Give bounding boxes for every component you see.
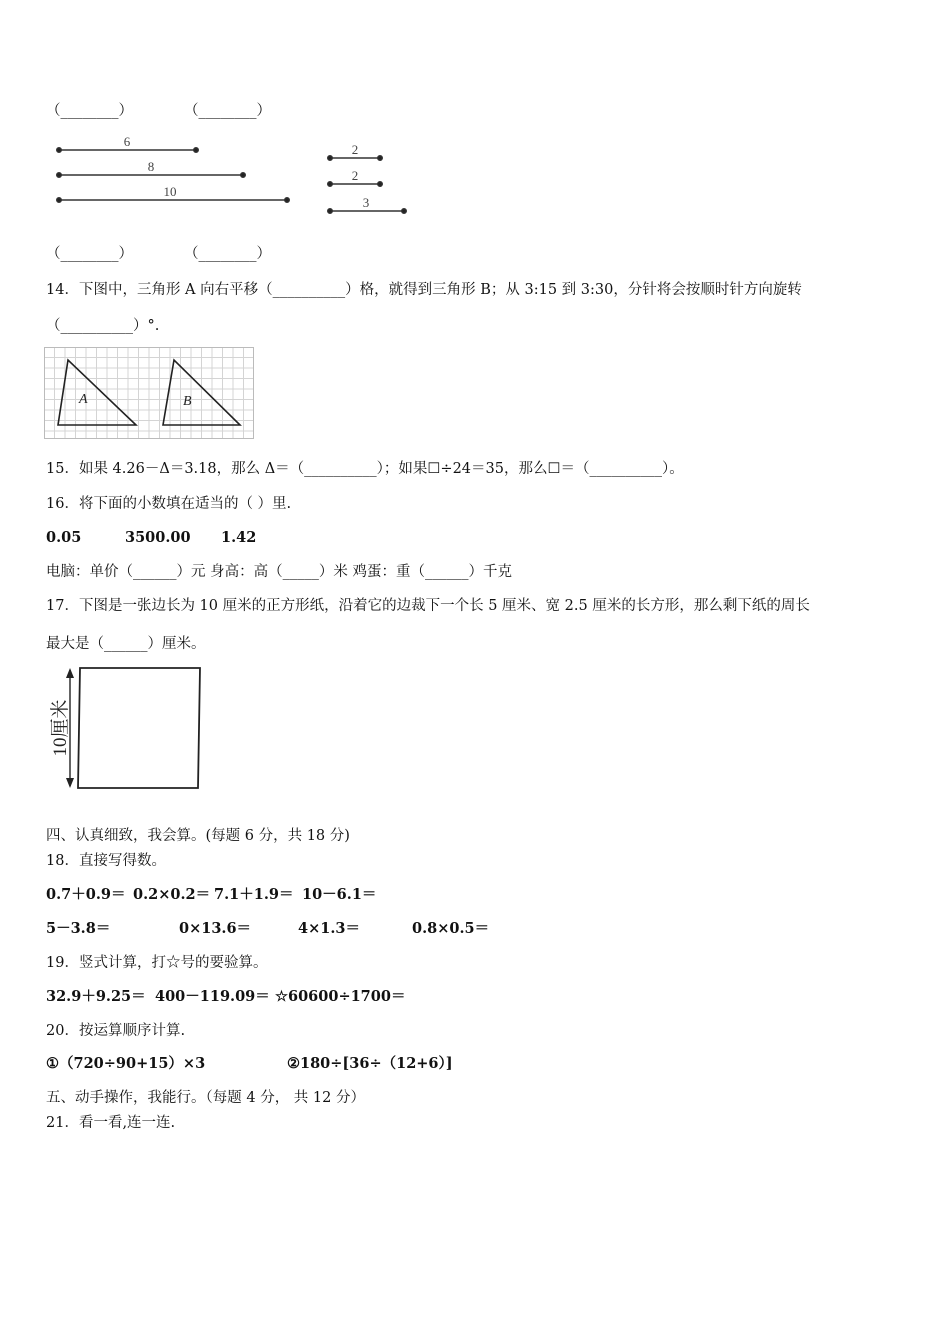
segment-label: 10 xyxy=(163,184,177,199)
calc-item: 10－6.1＝ xyxy=(302,886,377,903)
side-length-label: 10厘米 xyxy=(50,699,71,757)
answer-blank: （________） xyxy=(184,246,271,262)
calc-item: ②180÷[36÷（12+6）] xyxy=(287,1055,453,1072)
square-paper-figure xyxy=(40,662,210,792)
calc-item: 0.7＋0.9＝ xyxy=(46,886,126,903)
decimal-number: 1.42 xyxy=(221,529,257,546)
question-20: 20．按运算顺序计算. xyxy=(46,1023,186,1039)
triangle-grid-figure xyxy=(44,347,254,439)
fill-sentence: 电脑：单价（______）元 身高：高（_____）米 鸡蛋：重（______）千克 xyxy=(46,564,512,580)
section-heading: 五、动手操作，我能行。（每题 4 分， 共 12 分） xyxy=(46,1090,365,1106)
segment-label: 2 xyxy=(351,168,359,183)
segment-label: 3 xyxy=(362,195,370,210)
question-15: 15．如果 4.26－Δ＝3.18，那么 Δ＝（__________）；如果☐÷24＝35，那么☐＝（__________）。 xyxy=(46,461,684,477)
segments-figure xyxy=(0,0,950,260)
triangle-a-label: A xyxy=(79,392,88,407)
question-17: 17．下图是一张边长为 10 厘米的正方形纸，沿着它的边裁下一个长 5 厘米、宽 2.5 厘米的长方形，那么剩下纸的周长 xyxy=(46,598,810,614)
question-14-cont: （__________）°. xyxy=(46,318,160,334)
calc-item: 0×13.6＝ xyxy=(179,920,252,937)
question-19: 19．竖式计算，打☆号的要验算。 xyxy=(46,955,268,971)
calc-item: 7.1＋1.9＝ xyxy=(214,886,294,903)
triangle-b-label: B xyxy=(183,394,192,409)
calc-item: ①（720÷90+15）×3 xyxy=(46,1055,206,1072)
calc-item: 400－119.09＝ xyxy=(155,988,270,1005)
segment-label: 2 xyxy=(351,142,359,157)
decimal-number: 0.05 xyxy=(46,529,82,546)
question-18: 18．直接写得数。 xyxy=(46,853,166,869)
decimal-number: 3500.00 xyxy=(125,529,191,546)
calc-item: 32.9＋9.25＝ xyxy=(46,988,146,1005)
answer-blank: （________） xyxy=(184,103,271,119)
question-16: 16．将下面的小数填在适当的（ ）里. xyxy=(46,496,292,512)
section-heading: 四、认真细致，我会算。(每题 6 分，共 18 分) xyxy=(46,828,350,844)
segment-label: 6 xyxy=(123,134,131,149)
calc-item: 5－3.8＝ xyxy=(46,920,111,937)
calc-item: ☆60600÷1700＝ xyxy=(275,988,406,1005)
segment-label: 8 xyxy=(147,159,155,174)
square-paper xyxy=(78,668,200,788)
question-21: 21．看一看,连一连. xyxy=(46,1115,176,1131)
answer-blank: （________） xyxy=(46,246,133,262)
answer-blank: （________） xyxy=(46,103,133,119)
calc-item: 0.2×0.2＝ xyxy=(133,886,211,903)
question-17-cont: 最大是（______）厘米。 xyxy=(46,636,206,652)
calc-item: 0.8×0.5＝ xyxy=(412,920,490,937)
question-14: 14．下图中，三角形 A 向右平移（__________）格，就得到三角形 B；从 3:15 到 3:30，分针将会按顺时针方向旋转 xyxy=(46,282,802,298)
calc-item: 4×1.3＝ xyxy=(298,920,360,937)
